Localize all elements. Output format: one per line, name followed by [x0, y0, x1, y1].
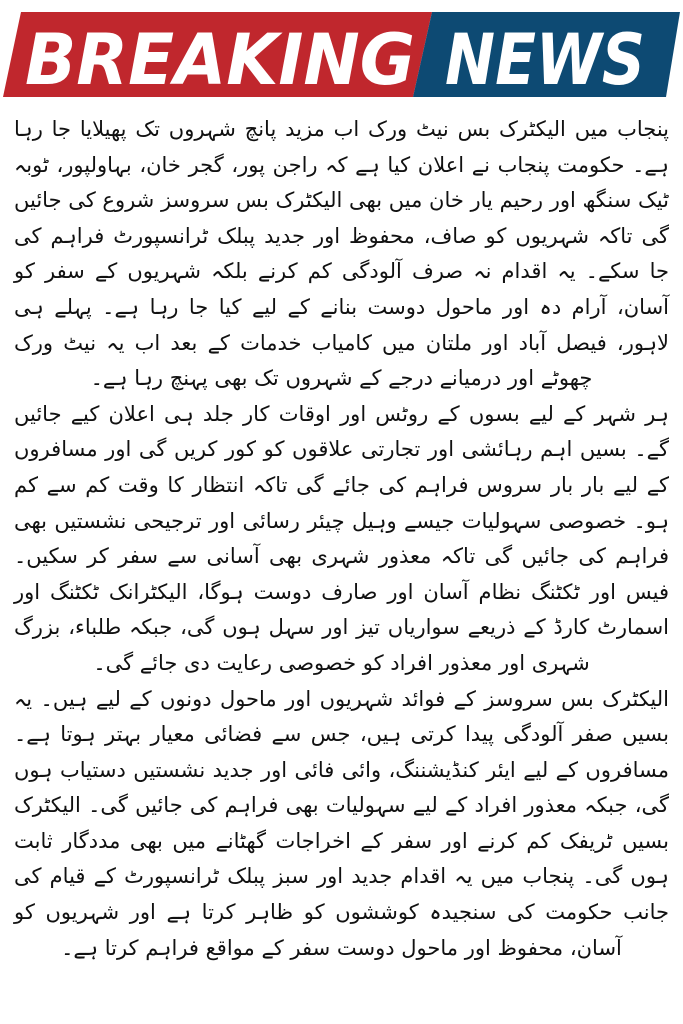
breaking-news-banner [0, 0, 683, 110]
banner-word-news: NEWS [445, 19, 645, 101]
article-paragraph-1: پنجاب میں الیکٹرک بس نیٹ ورک اب مزید پانچ شہروں تک پھیلایا جا رہا ہے۔ حکومت پنجاب نے اعلان کیا ہے کہ راجن پور، گجر خان، بہاولپور، ٹوبہ ٹیک سنگھ اور رحیم یار خان میں بھی الیکٹرک بس سروسز شروع کی جائیں گی تاکہ شہریوں کو صاف، محفوظ اور جدید پبلک ٹرانسپورٹ فراہم کی جا سکے۔ یہ اقدام نہ صرف آلودگی کم کرنے بلکہ شہریوں کے سفر کو آسان، آرام دہ اور ماحول دوست بنانے کے لیے کیا جا رہا ہے۔ پہلے ہی لاہور، فیصل آباد اور ملتان میں کامیاب خدمات کے بعد اب یہ نیٹ ورک چھوٹے اور درمیانے درجے کے شہروں تک بھی پہنچ رہا ہے۔ [14, 117, 669, 391]
article-paragraph-2: ہر شہر کے لیے بسوں کے روٹس اور اوقات کار جلد ہی اعلان کیے جائیں گے۔ بسیں اہم رہائشی اور تجارتی علاقوں کو کور کریں گی اور مسافروں کے لیے بار بار سروس فراہم کی جائے گی تاکہ انتظار کا وقت کم سے کم ہو۔ خصوصی سہولیات جیسے وہیل چیئر رسائی اور ترجیحی نشستیں بھی فراہم کی جائیں گی تاکہ معذور شہری بھی آسانی سے سفر کر سکیں۔ فیس اور ٹکٹنگ نظام آسان اور صارف دوست ہوگا، الیکٹرانک ٹکٹنگ اور اسمارٹ کارڈ کے ذریعے سواریاں تیز اور سہل ہوں گی، جبکہ طلباء، بزرگ شہری اور معذور افراد کو خصوصی رعایت دی جائے گی۔ [14, 401, 669, 675]
banner-word-breaking: BREAKING [25, 19, 415, 101]
breaking-news-logo [0, 0, 683, 110]
article-body [14, 112, 669, 966]
article-paragraph-3: الیکٹرک بس سروسز کے فوائد شہریوں اور ماحول دونوں کے لیے ہیں۔ یہ بسیں صفر آلودگی پیدا کرتی ہیں، جس سے فضائی معیار بہتر ہوتا ہے۔ مسافروں کے لیے ایئر کنڈیشننگ، وائی فائی اور جدید نشستیں دستیاب ہوں گی، جبکہ معذور افراد کے لیے سہولیات بھی فراہم کی جائیں گی۔ الیکٹرک بسیں ٹریفک کم کرنے اور سفر کے اخراجات گھٹانے میں بھی مددگار ثابت ہوں گی۔ پنجاب میں یہ اقدام جدید اور سبز پبلک ٹرانسپورٹ کے قیام کی جانب حکومت کی سنجیدہ کوششوں کو ظاہر کرتا ہے اور شہریوں کو آسان، محفوظ اور ماحول دوست سفر کے مواقع فراہم کرتا ہے۔ [14, 686, 669, 960]
